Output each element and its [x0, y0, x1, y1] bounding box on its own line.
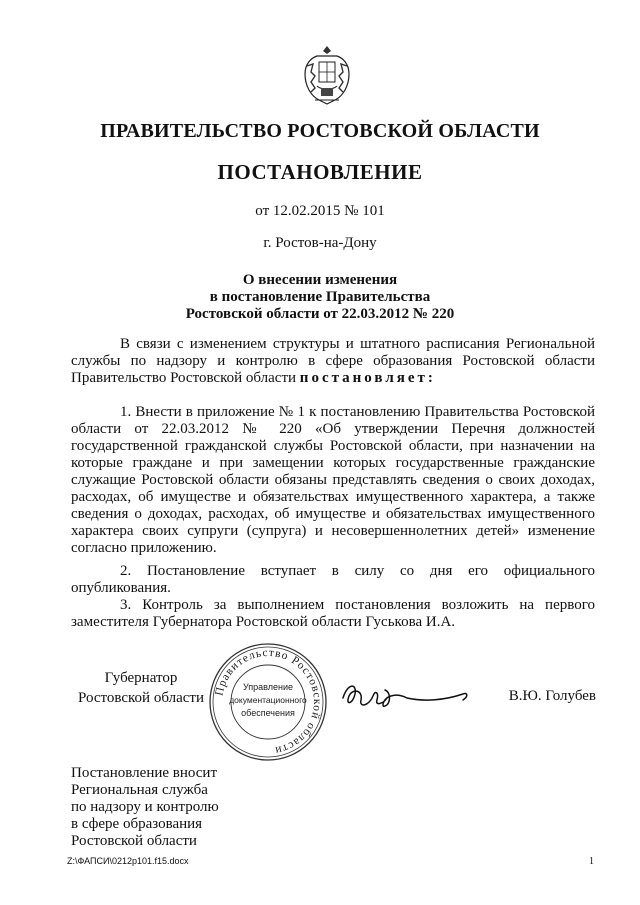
seal-outer-text: Правительство Ростовской области	[213, 646, 324, 757]
signer-position-line-2: Ростовской области	[78, 690, 204, 706]
note-line: Постановление вносит	[71, 765, 218, 781]
footer-file-path: Z:\ФАПСИ\0212р101.f15.docx	[67, 856, 189, 866]
item-2-paragraph: 2. Постановление вступает в силу со дня его официального опубликования.	[71, 563, 595, 596]
item-3-paragraph: 3. Контроль за выполнением постановления возложить на первого заместителя Губернатора Ростовской области Гуськова И.А.	[71, 597, 595, 630]
signer-position	[71, 668, 211, 708]
government-title: ПРАВИТЕЛЬСТВО РОСТОВСКОЙ ОБЛАСТИ	[100, 120, 540, 142]
signer-position-line-1: Губернатор	[104, 670, 178, 686]
seal-inner-line-2: документационного	[229, 695, 307, 705]
seal-inner-line-3: обеспечения	[241, 708, 295, 718]
preamble-text: В связи с изменением структуры и штатного расписания Региональной службы по надзору и контролю в сфере образования Ростовской области Правительство Ростовской области	[71, 336, 595, 386]
submitter-note	[71, 765, 219, 850]
coat-of-arms-icon	[297, 42, 357, 108]
note-line: Региональная служба	[71, 782, 208, 798]
item-1-paragraph: 1. Внести в приложение № 1 к постановлению Правительства Ростовской области от 22.03.2012 № 220 «Об утверждении Перечня должностей государственной гражданской службы Ростовской области, при назначении на которые граждане и при замещении которых государственные гражданские служащие Ростовской области обязаны представлять сведения о своих доходах, расходах, об имуществе и обязательствах имущественного характера, а также сведения о доходах, расходах, об имуществе и обязательствах имущественного характера своих супруги (супруга) и несовершеннолетних детей» изменение согласно приложению.	[71, 404, 595, 556]
note-line: Ростовской области	[71, 833, 197, 849]
official-seal	[206, 640, 330, 764]
handwritten-signature	[335, 670, 475, 720]
document-date-number: от 12.02.2015 № 101	[255, 203, 385, 219]
document-city: г. Ростов-на-Дону	[263, 235, 377, 251]
note-line: по надзору и контролю	[71, 799, 219, 815]
signer-name: В.Ю. Голубев	[508, 688, 596, 704]
note-line: в сфере образования	[71, 816, 203, 832]
subject-line-3: Ростовской области от 22.03.2012 № 220	[185, 306, 455, 322]
subject-line-1: О внесении изменения	[242, 272, 398, 288]
document-type: ПОСТАНОВЛЕНИЕ	[217, 160, 423, 184]
page-number: 1	[589, 856, 594, 867]
subject-line-2: в постановление Правительства	[209, 289, 431, 305]
seal-inner-line-1: Управление	[242, 682, 294, 692]
preamble-paragraph	[71, 336, 595, 387]
decree-keyword: постановляет:	[299, 370, 436, 386]
